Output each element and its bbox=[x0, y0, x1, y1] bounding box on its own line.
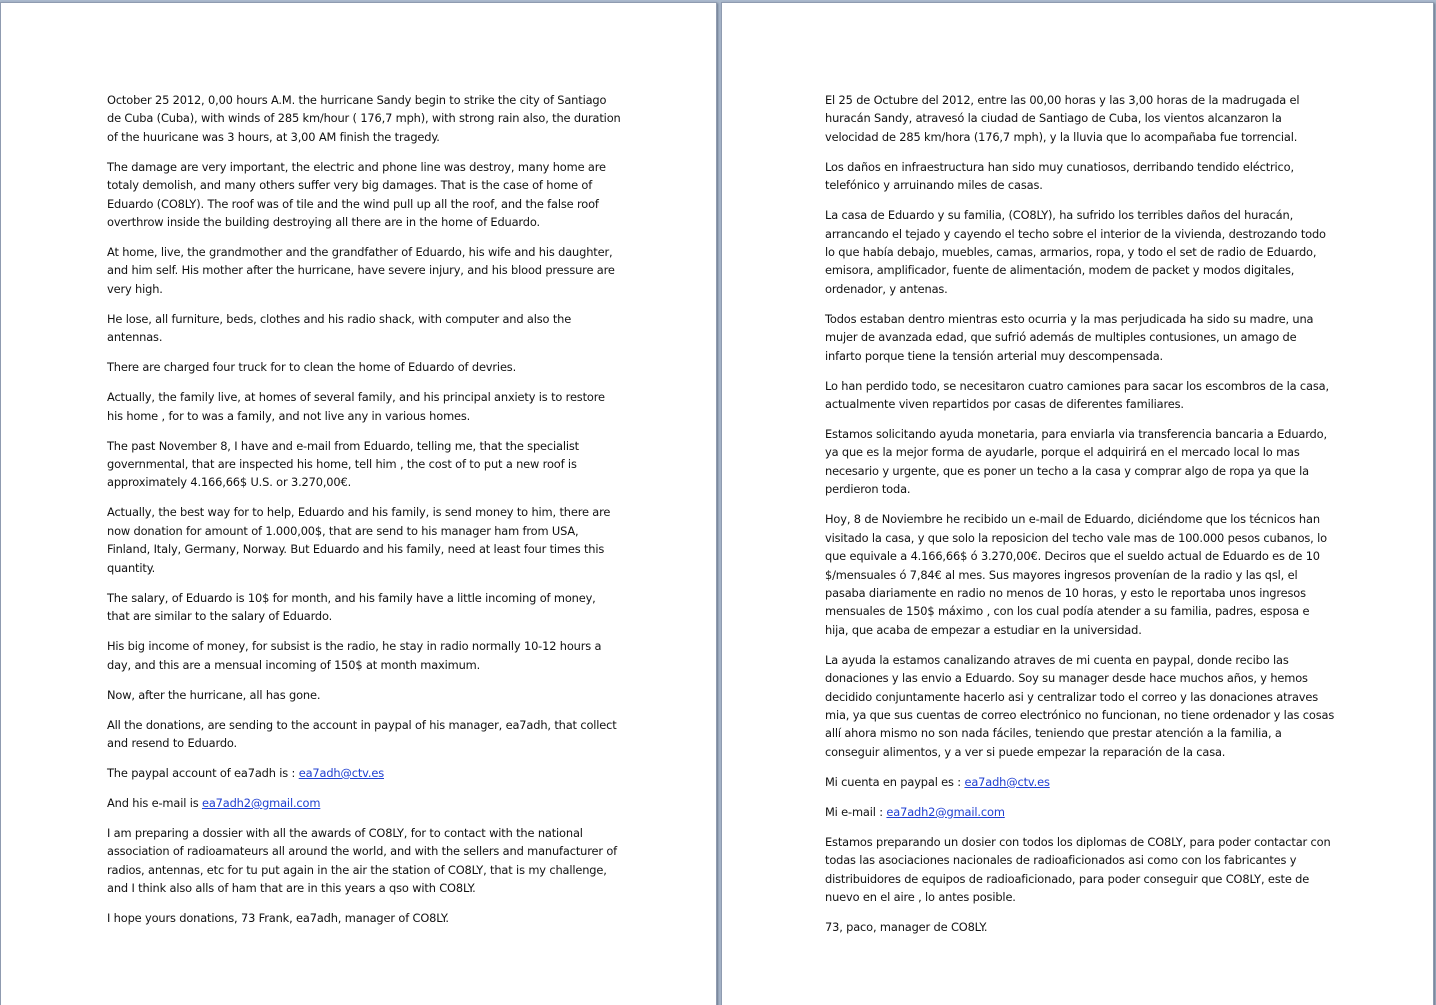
paragraph: The past November 8, I have and e-mail from Eduardo, telling me, that the specialist governmental, that are inspected his home, tell him , the cost of to put a new roof is approximately 4.166,66$ U.S. or 3.270,00€. bbox=[107, 438, 579, 490]
paypal-label: Mi cuenta en paypal es : bbox=[825, 774, 965, 789]
paragraph: His big income of money, for subsist is the radio, he stay in radio normally 10-12 hours a day, and this are a mensual incoming of 150$ at month maximum. bbox=[107, 639, 602, 672]
paragraph: All the donations, are sending to the account in paypal of his manager, ea7adh, that collect and resend to Eduardo. bbox=[107, 717, 617, 750]
paragraph: La casa de Eduardo y su familia, (CO8LY), ha sufrido los terribles daños del huracán, arrancando el tejado y cayendo el techo sobre el interior de la vivienda, destrozando todo lo que había debajo, muebles, camas, armarios, ropa, y todo el set de radio de Eduardo, emisora, amplificador, fuente de alimentación, modem de packet y modos digitales, ordenador, y antenas. bbox=[825, 208, 1326, 296]
paypal-paragraph bbox=[825, 773, 1335, 791]
paragraph: Actually, the best way for to help, Eduardo and his family, is send money to him, there are now donation for amount of 1.000,00$, that are send to his manager ham from USA, Finland, Italy, Germany, Norway. But Eduardo and his family, need at least four times this quantity. bbox=[107, 505, 611, 575]
paragraph: Estamos solicitando ayuda monetaria, para enviarla via transferencia bancaria a Eduardo, ya que es la mejor forma de ayudarle, porque el adquirirá en el mercado local lo mas necesario y urgente, que es poner un techo a la casa y comprar algo de ropa ya que la perdieron toda. bbox=[825, 427, 1327, 497]
paragraph: I am preparing a dossier with all the awards of CO8LY, for to contact with the national association of radioamateurs all around the world, and with the sellers and manufacturer of radios, antennas, etc for tu put again in the air the station of CO8LY, that is my challenge, and I think also alls of ham that are in this years a qso with CO8LY. bbox=[107, 825, 618, 896]
paragraph: Lo han perdido todo, se necesitaron cuatro camiones para sacar los escombros de la casa, actualmente viven repartidos por casas de diferentes familiares. bbox=[825, 378, 1329, 412]
paypal-link[interactable]: ea7adh@ctv.es bbox=[964, 774, 1050, 789]
paragraph: Actually, the family live, at homes of several family, and his principal anxiety is to restore his home , for to was a family, and not live any in various homes. bbox=[107, 390, 605, 423]
closing-paragraph: I hope yours donations, 73 Frank, ea7adh, manager of CO8LY. bbox=[107, 911, 449, 926]
email-link[interactable]: ea7adh2@gmail.com bbox=[201, 795, 321, 810]
email-label: Mi e-mail : bbox=[825, 804, 887, 819]
paypal-label: The paypal account of ea7adh is : bbox=[107, 765, 299, 780]
paypal-paragraph bbox=[107, 764, 621, 782]
paragraph: The salary, of Eduardo is 10$ for month, and his family have a little incoming of money, that are similar to the salary of Eduardo. bbox=[107, 590, 596, 624]
email-paragraph bbox=[107, 794, 621, 812]
email-label: And his e-mail is bbox=[107, 795, 202, 810]
document-page-right[interactable] bbox=[721, 2, 1434, 1005]
paragraph: Hoy, 8 de Noviembre he recibido un e-mail de Eduardo, diciéndome que los técnicos han visitado la casa, y que solo la reposicion del techo vale mas de 100.000 pesos cubanos, lo que equivale a 4.166,66$ ó 3.270,00€. Deciros que el sueldo actual de Eduardo es de 10 $/mensuales ó 7,84€ al mes. Sus mayores ingresos provenían de la radio y las qsl, el pasaba diariamente en radio no menos de 10 horas, y esto le reportaba unos ingresos mensuales de 150$ máximo , con los cual podía atender a su familia, padres, esposa e hija, que acaba de empezar a estudiar en la universidad. bbox=[825, 512, 1327, 637]
paragraph: Estamos preparando un dosier con todos los diplomas de CO8LY, para poder contactar con todas las asociaciones nacionales de radioaficionados asi como con los fabricantes y distribuidores de equipos de radioaficionado, para poder conseguir que CO8LY, este de nuevo en el aire , lo antes posible. bbox=[825, 834, 1331, 904]
paragraph: El 25 de Octubre del 2012, entre las 00,00 horas y las 3,00 horas de la madrugada el huracán Sandy, atravesó la ciudad de Santiago de Cuba, los vientos alcanzaron la velocidad de 285 km/hora (176,7 mph), y la lluvia que lo acompañaba fue torrencial. bbox=[825, 93, 1300, 144]
paragraph: Todos estaban dentro mientras esto ocurria y la mas perjudicada ha sido su madre, una mujer de avanzada edad, que sufrió además de multiples contusiones, un amago de infarto porque tiene la tensión arterial muy descompensada. bbox=[825, 311, 1314, 363]
paragraph: October 25 2012, 0,00 hours A.M. the hurricane Sandy begin to strike the city of Santiago de Cuba (Cuba), with winds of 285 km/hour ( 176,7 mph), with strong rain also, the duration of the huuricane was 3 hours, at 3,00 AM finish the tragedy. bbox=[107, 93, 621, 144]
paragraph: There are charged four truck for to clean the home of Eduardo of devries. bbox=[107, 360, 517, 375]
paypal-link[interactable]: ea7adh@ctv.es bbox=[298, 765, 384, 780]
paragraph: La ayuda la estamos canalizando atraves de mi cuenta en paypal, donde recibo las donaciones y las envio a Eduardo. Soy su manager desde hace muchos años, y hemos decidido conjuntamente hacerlo asi y centralizar todo el correo y las donaciones atraves mia, ya que sus cuentas de correo electrónico no funcionan, no tiene ordenador y las cosas allí ahora mismo no son nada fáciles, teniendo que prestar atención a la familia, a conseguir alimentos, y a ver si puede empezar la reparación de la casa. bbox=[825, 652, 1335, 759]
paragraph: The damage are very important, the electric and phone line was destroy, many home are totaly demolish, and many others suffer very big damages. That is the case of home of Eduardo (CO8LY). The roof was of tile and the wind pull up all the roof, and the false roof overthrow inside the building destroying all there are in the home of Eduardo. bbox=[107, 159, 606, 230]
closing-paragraph: 73, paco, manager de CO8LY. bbox=[825, 919, 988, 934]
page-body-english[interactable] bbox=[107, 91, 621, 939]
document-page-left[interactable] bbox=[0, 2, 717, 1005]
paragraph: Now, after the hurricane, all has gone. bbox=[107, 687, 321, 702]
email-link[interactable]: ea7adh2@gmail.com bbox=[886, 804, 1005, 819]
email-paragraph bbox=[825, 803, 1335, 821]
page-body-spanish[interactable] bbox=[825, 91, 1335, 948]
paragraph: At home, live, the grandmother and the grandfather of Eduardo, his wife and his daughter, and him self. His mother after the hurricane, have severe injury, and his blood pressure are very high. bbox=[107, 245, 615, 296]
paragraph: Los daños en infraestructura han sido muy cunatiosos, derribando tendido eléctrico, telefónico y arruinando miles de casas. bbox=[825, 159, 1294, 193]
paragraph: He lose, all furniture, beds, clothes and his radio shack, with computer and also the antennas. bbox=[107, 311, 572, 345]
